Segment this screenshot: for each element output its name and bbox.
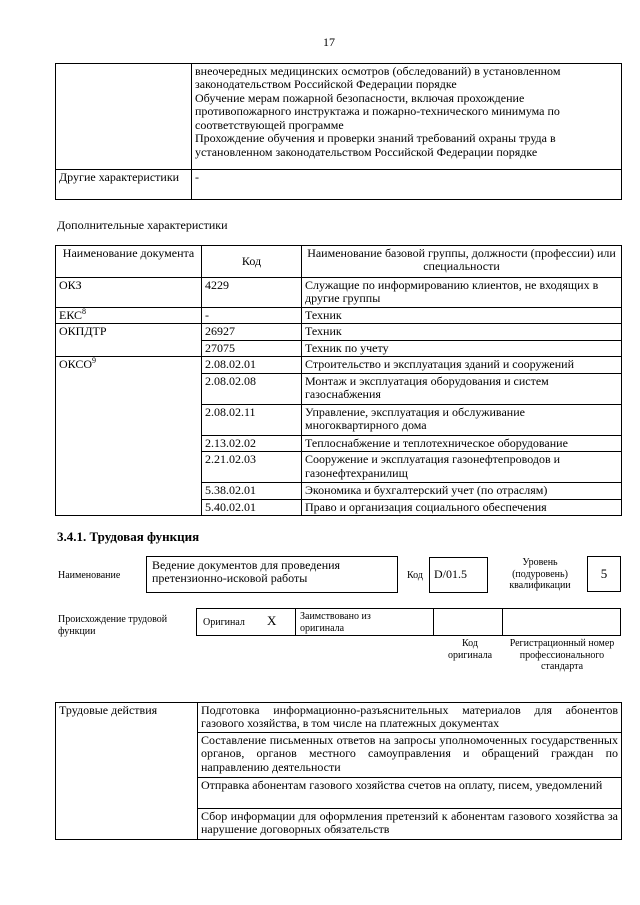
row-name: Техник	[302, 308, 622, 324]
level-label: Уровень (подуровень) квалификации	[509, 557, 571, 591]
row-code: 5.40.02.01	[202, 499, 302, 515]
level-value: 5	[600, 566, 608, 581]
row-code: 26927	[202, 324, 302, 340]
row-name: Сооружение и эксплуатация газонефтепроводов и газонефтехранилищ	[302, 452, 622, 483]
code-original-caption: Код оригинала	[447, 638, 493, 661]
code-original-cell	[433, 608, 503, 636]
action-item: Составление письменных ответов на запросы уполномоченных государственных органов, органов местного самоуправления и обращений граждан по направлению деятельности	[198, 733, 622, 778]
row-code: 2.13.02.02	[202, 435, 302, 451]
borrowed-cell	[295, 608, 434, 636]
code-label: Код	[407, 570, 423, 581]
actions-table	[55, 702, 622, 840]
function-name-box	[146, 556, 398, 593]
page-number: 17	[323, 35, 335, 49]
function-code-box	[429, 557, 488, 593]
row-code: 2.08.02.01	[202, 357, 302, 373]
row-name: Управление, эксплуатация и обслуживание многоквартирного дома	[302, 404, 622, 435]
row-doc: ОКЗ	[56, 278, 202, 308]
row-doc: ОКСО$^9$	[56, 357, 202, 516]
original-mark: X	[267, 613, 277, 628]
row-name: Строительство и эксплуатация зданий и сооружений	[302, 357, 622, 373]
top-table-right-cell	[192, 64, 622, 170]
level-box	[587, 556, 621, 592]
reg-number-cell	[502, 608, 621, 636]
row-code: 2.21.02.03	[202, 452, 302, 483]
action-item: Отправка абонентам газового хозяйства счетов на оплату, писем, уведомлений	[198, 778, 622, 809]
row-doc: ЕКС$^8$	[56, 308, 202, 324]
actions-label: Трудовые действия	[56, 703, 198, 840]
function-name-value: Ведение документов для проведения претензионно-исковой работы	[152, 558, 341, 586]
reg-number-caption: Регистрационный номер профессионального стандарта	[509, 638, 615, 672]
row-code: -	[202, 308, 302, 324]
header-code: Код	[202, 246, 302, 278]
row-name: Теплоснабжение и теплотехническое оборудование	[302, 435, 622, 451]
row-name: Техник по учету	[302, 340, 622, 356]
additional-table	[55, 245, 622, 516]
top-row-text-2: Обучение мерам пожарной безопасности, включая прохождение противопожарного инструктажа и пожарно-технического минимума по соответствующей программе	[195, 90, 560, 132]
function-code-value: D/01.5	[434, 567, 467, 581]
row-name: Право и организация социального обеспечения	[302, 499, 622, 515]
other-characteristics-value: -	[192, 170, 622, 200]
header-doc: Наименование документа	[56, 246, 202, 278]
row-code: 2.08.02.08	[202, 373, 302, 404]
row-code: 4229	[202, 278, 302, 308]
top-table-left-cell	[56, 64, 192, 170]
additional-heading: Дополнительные характеристики	[57, 218, 228, 232]
top-row-text-3: Прохождение обучения и проверки знаний требований охраны труда в установленном законодательством Российской Федерации порядке	[195, 131, 556, 159]
original-label: Оригинал	[203, 617, 245, 628]
row-code: 2.08.02.11	[202, 404, 302, 435]
action-item: Подготовка информационно-разъяснительных материалов для абонентов газового хозяйства, в том числе на платежных документах	[198, 703, 622, 733]
other-characteristics-label: Другие характеристики	[56, 170, 192, 200]
row-doc: ОКПДТР	[56, 324, 202, 357]
row-code: 5.38.02.01	[202, 483, 302, 499]
section-title: 3.4.1. Трудовая функция	[57, 529, 200, 544]
header-name: Наименование базовой группы, должности (профессии) или специальности	[302, 246, 622, 278]
row-name: Служащие по информированию клиентов, не входящих в другие группы	[302, 278, 622, 308]
top-row-text-1: внеочередных медицинских осмотров (обследований) в установленном законодательством Российской Федерации порядке	[195, 64, 561, 92]
name-label: Наименование	[58, 570, 121, 581]
borrowed-label: Заимствовано из оригинала	[300, 611, 371, 634]
original-cell	[196, 608, 296, 636]
row-name: Экономика и бухгалтерский учет (по отраслям)	[302, 483, 622, 499]
row-name: Техник	[302, 324, 622, 340]
row-code: 27075	[202, 340, 302, 356]
action-item: Сбор информации для оформления претензий к абонентам газового хозяйства за нарушение договорных обязательств	[198, 809, 622, 840]
row-name: Монтаж и эксплуатация оборудования и систем газоснабжения	[302, 373, 622, 404]
origin-label: Происхождение трудовой функции	[58, 614, 168, 637]
top-table	[55, 63, 622, 200]
